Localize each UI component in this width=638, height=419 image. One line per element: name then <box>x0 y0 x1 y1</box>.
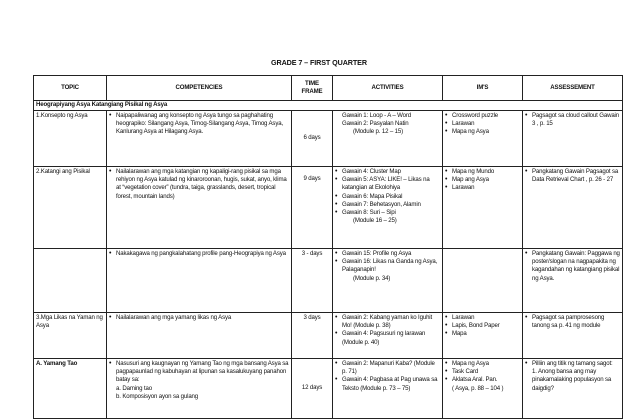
topic-cell: A. Yamang Tao <box>34 359 107 419</box>
assessment-item: • Pangkatang Gawain Pagsagot sa Data Retrieval Chart , p. 26 - 27 <box>525 168 620 184</box>
competency-cell <box>107 111 292 167</box>
activity-item: • Gawain 2: Kabang yaman ko Iguhit Mo! (Module p. 38) <box>335 314 440 330</box>
im-item: • Mapa ng Asya <box>445 360 520 368</box>
time-cell: 3 - days <box>292 249 333 313</box>
competency-cell <box>107 313 292 359</box>
competency-cell <box>107 167 292 249</box>
assessment-cell <box>523 249 623 313</box>
im-item: • Mapa ng Asya <box>445 128 520 136</box>
table-row <box>34 313 623 359</box>
header-competencies: COMPETENCIES <box>107 76 292 101</box>
activity-item: • Gawain 7: Behetasyon, Alamin <box>335 201 440 209</box>
ims-cell <box>443 249 523 313</box>
time-cell: 9 days <box>292 167 333 249</box>
header-ims: IM'S <box>443 76 523 101</box>
time-cell: 12 days <box>292 359 333 419</box>
table-row <box>34 111 623 167</box>
ims-cell <box>443 111 523 167</box>
activity-module-ref: (Module 16 – 25) <box>353 217 397 225</box>
curriculum-table <box>33 75 623 419</box>
table-row <box>34 167 623 249</box>
activity-module-ref: (Module p. 12 – 15) <box>353 128 403 136</box>
assessment-cell <box>523 359 623 419</box>
activity-item: • Gawain 5: ASYA: LIKE! – Likas na katangian at Ekolohiya <box>335 176 440 192</box>
im-item: • Map ang Asya <box>445 176 520 184</box>
assessment-item: • Pagsagot sa pamprosesong tanong sa p. 41 ng module <box>525 314 620 330</box>
time-cell: 3 days <box>292 313 333 359</box>
competency-item: • Naipapaliwanag ang konsepto ng Asya tungo sa paghahating heograpiko: Silangang Asya, Timog-Silangang Asya, Timog Asya, Kanlurang Asya at Hilagang Asya. <box>109 112 289 137</box>
im-page-ref: ( Asya, p. 88 – 104 ) <box>452 384 504 392</box>
activities-cell <box>333 359 443 419</box>
header-activities: ACTIVITIES <box>333 76 443 101</box>
assessment-cell <box>523 111 623 167</box>
competency-item: • Nailalarawan ang mga katangian ng kapaligi-rang pisikal sa mga rehiyon ng Asya katulad ng kinaroroonan, hugis, sukat, anyo, klima at “vegetation cover” (tundra, taiga, grasslands, desert, tropical forest, mountain lands) <box>109 168 289 201</box>
activity-item: • Gawain 4: Cluster Map <box>335 168 440 176</box>
im-item: • Lapis, Bond Paper <box>445 322 520 330</box>
im-item: • Larawan <box>445 120 520 128</box>
competency-cell <box>107 249 292 313</box>
im-item: • Mapa ng Mundo <box>445 168 520 176</box>
topic-cell: 1.Konsepto ng Asya <box>34 111 107 167</box>
competency-subitem: a. Daming tao <box>116 384 152 392</box>
activity-item: • Gawain 2: Mapanuri Kaba? (Module p. 71) <box>335 360 440 376</box>
header-time-frame: TIME FRAME <box>292 76 333 101</box>
topic-cell: 3.Mga Likas na Yaman ng Asya <box>34 313 107 359</box>
activities-cell <box>333 111 443 167</box>
assessment-cell <box>523 313 623 359</box>
activity-module-ref: (Module p. 34) <box>353 274 391 282</box>
activity-item: Gawain 1: Loop - A – Word <box>342 112 411 119</box>
header-topic: TOPIC <box>34 76 107 101</box>
topic-cell: 2.Katangi ang Pisikal <box>34 167 107 249</box>
im-item: • Larawan <box>445 184 520 192</box>
activity-item: • Gawain 4: Pagbasa at Pag unawa sa Teksto (Module p. 73 – 75) <box>335 376 440 392</box>
table-row <box>34 249 623 313</box>
competency-item: • Nailalarawan ang mga yamang likas ng Asya <box>109 314 289 322</box>
competency-cell <box>107 359 292 419</box>
activity-item: • Gawain 6: Mapa Pisikal <box>335 193 440 201</box>
table-row <box>34 359 623 419</box>
header-row <box>34 76 623 101</box>
im-item: • Aklatsa Aral. Pan. <box>445 376 520 384</box>
header-assessment: ASSESSEMENT <box>523 76 623 101</box>
im-item: • Mapa <box>445 330 520 338</box>
ims-cell <box>443 167 523 249</box>
activities-cell <box>333 313 443 359</box>
topic-cell <box>34 249 107 313</box>
time-cell: 6 days <box>292 111 333 167</box>
competency-item: • Nakakagawa ng pangkalahatang profile pang-Heograpiya ng Asya <box>109 250 289 258</box>
activity-item: • Gawain 4: Pagsusuri ng larawan (Module p. 40) <box>335 330 440 346</box>
assessment-item: • Pilliin ang titik ng tamang sagot: <box>525 360 620 368</box>
activity-item: • Gawain 8: Suri – Sipi <box>335 209 440 217</box>
im-item: • Larawan <box>445 314 520 322</box>
activity-item: • Gawain 16: Likas na Ganda ng Asya, Palaganapin! <box>335 258 440 274</box>
activity-item: • Gawain 15: Profile ng Asya <box>335 250 440 258</box>
competency-subitem: b. Komposisyon ayon sa gulang <box>116 392 199 400</box>
assessment-item: • Pagsagot sa cloud callout Gawain 3 , p. 15 <box>525 112 620 128</box>
section-row <box>34 101 623 111</box>
ims-cell <box>443 313 523 359</box>
ims-cell <box>443 359 523 419</box>
activities-cell <box>333 249 443 313</box>
assessment-cell <box>523 167 623 249</box>
activities-cell <box>333 167 443 249</box>
im-item: • Crossword puzzle <box>445 112 520 120</box>
competency-item: • Nasusuri ang kaugnayan ng Yamang Tao ng mga bansang Asya sa pagpapaunlad ng kabuhayan at lipunan sa kasalukuyang panahon batay sa: <box>109 360 289 385</box>
page-title: GRADE 7 – FIRST QUARTER <box>271 58 367 67</box>
activity-item: Gawain 2: Pasyalan Natin <box>342 120 409 128</box>
assessment-item: • Pangkatang Gawain: Paggawa ng poster/slogan na nagpapakita ng kagandahan ng katangiang pisikal ng Asya. <box>525 250 620 283</box>
section-title: Heograpiyang Asya Katangiang Pisikal ng Asya <box>34 101 623 111</box>
assessment-question: 1. Anong bansa ang may pinakamalaking populasyon sa daigdig? <box>532 368 612 392</box>
im-item: • Task Card <box>445 368 520 376</box>
